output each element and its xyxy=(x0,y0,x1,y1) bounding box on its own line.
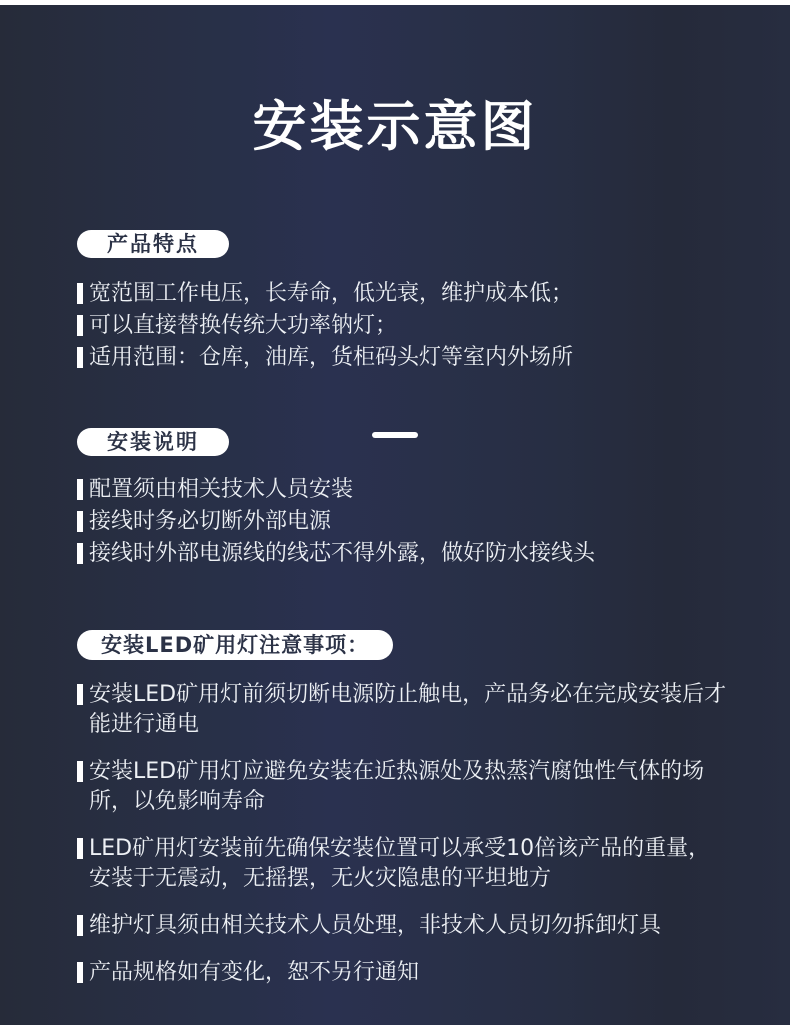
section-heading-badge: 安装说明 xyxy=(77,428,229,456)
feature-list xyxy=(77,278,735,374)
section-heading-badge: 安装LED矿用灯注意事项： xyxy=(77,630,393,660)
section-heading-badge: 产品特点 xyxy=(77,230,229,258)
section-precautions xyxy=(77,630,735,1005)
list-item xyxy=(77,680,729,740)
list-item xyxy=(77,911,729,941)
list-item-text: 安装LED矿用灯前须切断电源防止触电，产品务必在完成安装后才能进行通电 xyxy=(89,682,727,737)
list-item-text: LED矿用灯安装前先确保安装位置可以承受10倍该产品的重量，安装于无震动，无摇摆，无火灾隐患的平坦地方 xyxy=(89,836,711,891)
list-item xyxy=(77,342,735,374)
list-item-text: 适用范围：仓库，油库，货柜码头灯等室内外场所 xyxy=(89,345,574,370)
precaution-list xyxy=(77,680,735,988)
list-item-text: 维护灯具须由相关技术人员处理，非技术人员切勿拆卸灯具 xyxy=(89,913,662,938)
list-item xyxy=(77,757,729,817)
bullet-bar-icon xyxy=(77,479,83,500)
list-item xyxy=(77,538,735,570)
list-item xyxy=(77,474,735,506)
section-installation-notes xyxy=(77,428,735,570)
list-item-text: 宽范围工作电压，长寿命，低光衰，维护成本低； xyxy=(89,281,574,306)
bullet-bar-icon xyxy=(77,347,83,368)
installation-list xyxy=(77,474,735,570)
bullet-bar-icon xyxy=(77,962,83,983)
bullet-bar-icon xyxy=(77,684,83,705)
list-item-text: 接线时外部电源线的线芯不得外露，做好防水接线头 xyxy=(89,541,596,566)
list-item xyxy=(77,834,729,894)
list-item xyxy=(77,506,735,538)
bullet-bar-icon xyxy=(77,511,83,532)
bullet-bar-icon xyxy=(77,543,83,564)
bullet-bar-icon xyxy=(77,761,83,782)
list-item-text: 产品规格如有变化，恕不另行通知 xyxy=(89,960,420,985)
bullet-bar-icon xyxy=(77,915,83,936)
page-title: 安装示意图 xyxy=(252,95,538,158)
bullet-bar-icon xyxy=(77,283,83,304)
list-item-text: 可以直接替换传统大功率钠灯； xyxy=(89,313,398,338)
top-white-strip xyxy=(0,0,790,5)
list-item xyxy=(77,958,729,988)
list-item xyxy=(77,310,735,342)
list-item-text: 配置须由相关技术人员安装 xyxy=(89,477,354,502)
bullet-bar-icon xyxy=(77,838,83,859)
list-item-text: 安装LED矿用灯应避免安装在近热源处及热蒸汽腐蚀性气体的场所，以免影响寿命 xyxy=(89,759,705,814)
list-item xyxy=(77,278,735,310)
list-item-text: 接线时务必切断外部电源 xyxy=(89,509,332,534)
bullet-bar-icon xyxy=(77,315,83,336)
section-product-features xyxy=(77,230,735,374)
